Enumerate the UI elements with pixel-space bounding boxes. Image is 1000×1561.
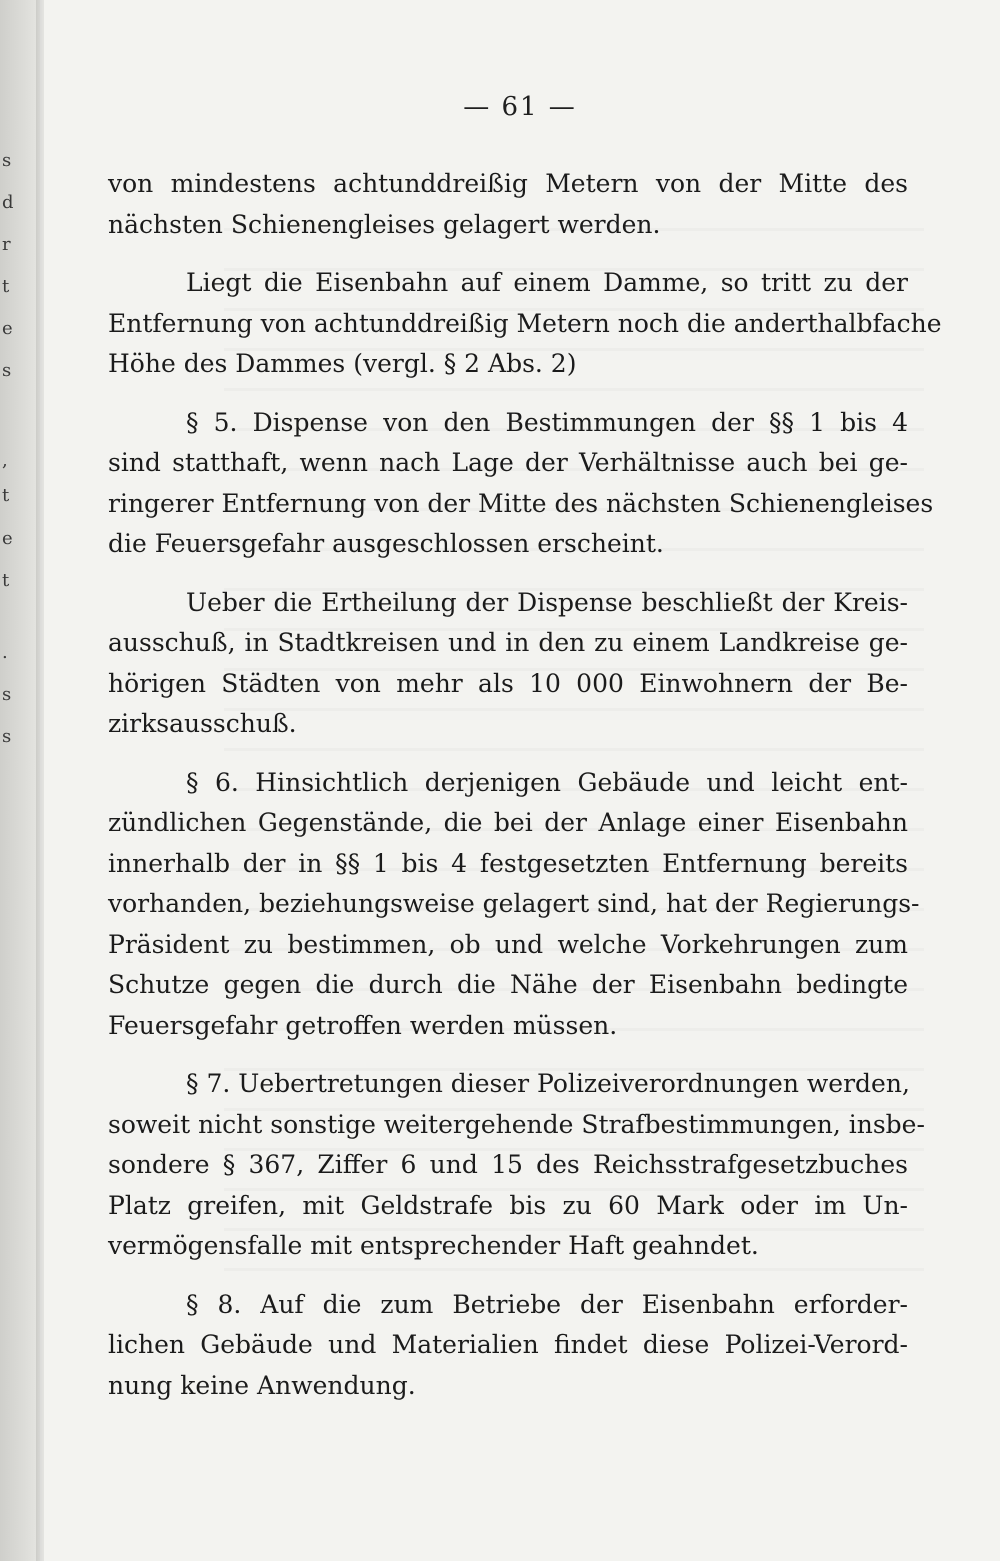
text-line: zirksausschuß. bbox=[108, 709, 297, 738]
edge-fragment: t bbox=[2, 485, 10, 506]
edge-fragment: s bbox=[2, 360, 12, 381]
text-line: Ueber die Ertheilung der Dispense beschließt der Kreis- bbox=[186, 587, 908, 617]
edge-fragment: . bbox=[2, 642, 8, 663]
edge-fragment: e bbox=[2, 528, 13, 549]
text-line: lichen Gebäude und Materialien findet diese Polizei-Verord- bbox=[108, 1330, 908, 1359]
paragraph-section-6 bbox=[108, 763, 920, 1047]
paragraph-section-5 bbox=[108, 403, 934, 565]
text-line: sind statthaft, wenn nach Lage der Verhältnisse auch bei ge- bbox=[108, 448, 908, 477]
edge-fragment: , bbox=[2, 450, 8, 471]
text-line: innerhalb der in §§ 1 bis 4 festgesetzten Entfernung bereits bbox=[108, 848, 908, 878]
edge-fragment: t bbox=[2, 276, 10, 297]
edge-fragment: s bbox=[2, 150, 12, 171]
text-line: zündlichen Gegenstände, die bei der Anlage einer Eisenbahn bbox=[108, 808, 908, 837]
text-line: § 5. Dispense von den Bestimmungen der §§ 1 bis 4 bbox=[186, 407, 908, 437]
edge-fragment: s bbox=[2, 684, 12, 705]
paragraph-section-8 bbox=[108, 1285, 908, 1407]
page-body bbox=[108, 164, 942, 1406]
text-line: § 8. Auf die zum Betriebe der Eisenbahn erforder- bbox=[186, 1289, 908, 1319]
text-line: nächsten Schienengleises gelagert werden. bbox=[108, 209, 661, 239]
edge-fragment: e bbox=[2, 318, 13, 339]
paragraph-dispense-authority bbox=[108, 583, 908, 745]
paragraph-embankment bbox=[108, 263, 942, 385]
previous-page-edge-fragments bbox=[2, 150, 16, 790]
text-line: von mindestens achtunddreißig Metern von der Mitte des bbox=[108, 169, 908, 198]
text-line: Liegt die Eisenbahn auf einem Damme, so tritt zu der bbox=[186, 268, 908, 297]
paragraph-continuation bbox=[108, 164, 908, 245]
text-line: nung keine Anwendung. bbox=[108, 1370, 416, 1400]
text-line: soweit nicht sonstige weitergehende Strafbestimmungen, insbe- bbox=[108, 1109, 925, 1139]
page-number: — 61 — bbox=[463, 92, 577, 122]
text-line: vorhanden, beziehungsweise gelagert sind, hat der Regierungs- bbox=[108, 889, 920, 918]
paragraph-section-7 bbox=[108, 1064, 925, 1267]
text-line: Feuersgefahr getroffen werden müssen. bbox=[108, 1010, 618, 1040]
text-line: sondere § 367, Ziffer 6 und 15 des Reichsstrafgesetzbuches bbox=[108, 1150, 908, 1179]
text-line: Platz greifen, mit Geldstrafe bis zu 60 Mark oder im Un- bbox=[108, 1190, 908, 1220]
text-line: Entfernung von achtunddreißig Metern noch die anderthalbfache bbox=[108, 308, 942, 338]
text-line: § 7. Uebertretungen dieser Polizeiverordnungen werden, bbox=[186, 1069, 910, 1098]
text-line: Höhe des Dammes (vergl. § 2 Abs. 2) bbox=[108, 349, 577, 378]
text-line: § 6. Hinsichtlich derjenigen Gebäude und leicht ent- bbox=[186, 767, 908, 797]
text-line: ringerer Entfernung von der Mitte des nächsten Schienengleises bbox=[108, 488, 934, 518]
text-line: die Feuersgefahr ausgeschlossen erscheint. bbox=[108, 529, 664, 558]
text-line: vermögensfalle mit entsprechender Haft geahndet. bbox=[108, 1231, 759, 1260]
edge-fragment: d bbox=[2, 192, 14, 213]
edge-fragment: t bbox=[2, 570, 10, 591]
text-line: Schutze gegen die durch die Nähe der Eisenbahn bedingte bbox=[108, 970, 908, 999]
edge-fragment: r bbox=[2, 234, 11, 255]
text-line: Präsident zu bestimmen, ob und welche Vorkehrungen zum bbox=[108, 929, 908, 959]
edge-fragment: s bbox=[2, 726, 12, 747]
text-line: ausschuß, in Stadtkreisen und in den zu einem Landkreise ge- bbox=[108, 628, 908, 657]
text-line: hörigen Städten von mehr als 10 000 Einwohnern der Be- bbox=[108, 668, 908, 698]
